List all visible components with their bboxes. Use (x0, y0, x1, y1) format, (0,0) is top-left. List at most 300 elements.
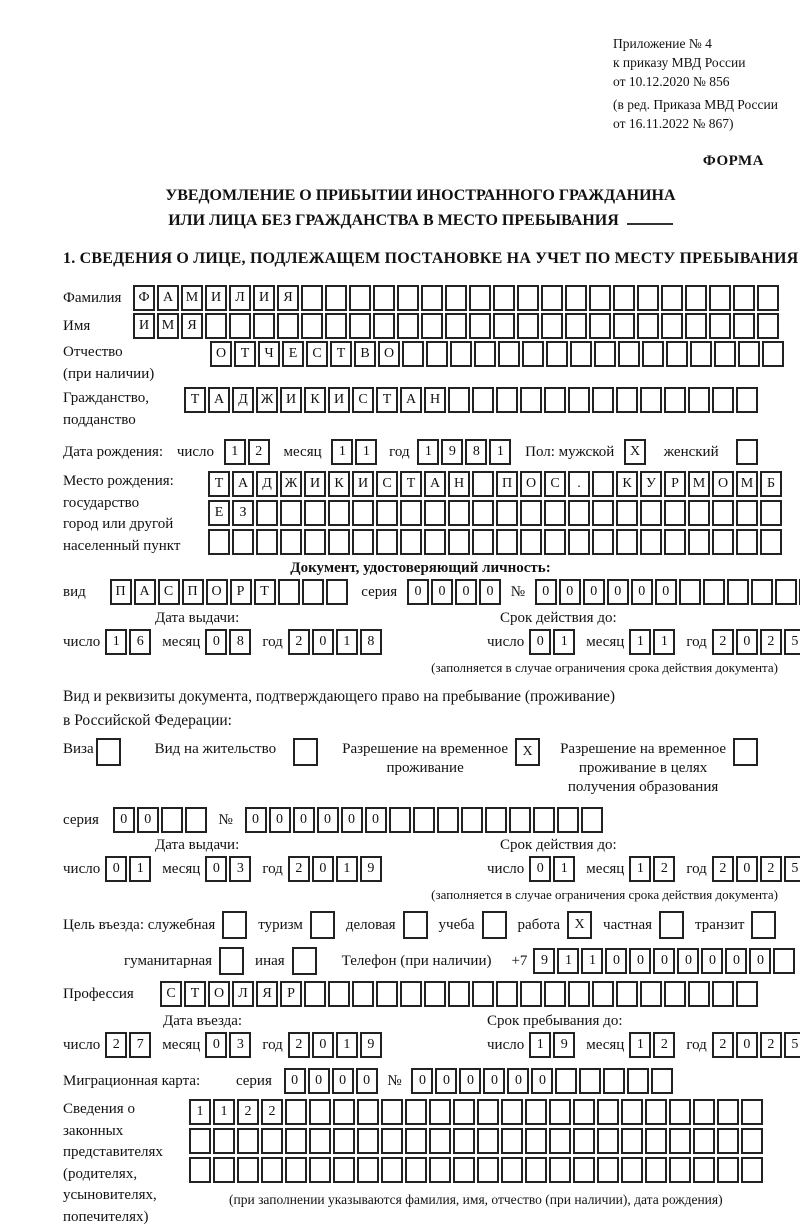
char-cell[interactable] (472, 387, 494, 413)
char-cell[interactable] (549, 1157, 571, 1183)
char-cell[interactable] (405, 1099, 427, 1125)
char-cell[interactable] (277, 313, 299, 339)
char-cell[interactable] (597, 1157, 619, 1183)
char-cell[interactable]: А (232, 471, 254, 497)
char-cell[interactable]: Л (232, 981, 254, 1007)
char-cell[interactable] (426, 341, 448, 367)
char-cell[interactable] (736, 439, 758, 465)
char-cell[interactable] (703, 579, 725, 605)
char-cell[interactable]: П (110, 579, 132, 605)
char-cell[interactable] (736, 529, 758, 555)
char-cell[interactable]: Я (181, 313, 203, 339)
char-cell[interactable] (349, 285, 371, 311)
char-cell[interactable] (712, 529, 734, 555)
char-cell[interactable] (637, 285, 659, 311)
char-cell[interactable] (453, 1099, 475, 1125)
char-cell[interactable] (741, 1099, 763, 1125)
char-cell[interactable]: И (253, 285, 275, 311)
char-cell[interactable] (618, 341, 640, 367)
char-cell[interactable] (493, 313, 515, 339)
char-cell[interactable] (424, 500, 446, 526)
char-cell[interactable] (664, 981, 686, 1007)
char-cell[interactable] (733, 313, 755, 339)
char-cell[interactable] (219, 947, 244, 975)
char-cell[interactable]: 1 (553, 856, 575, 882)
char-cell[interactable]: 1 (557, 948, 579, 974)
char-cell[interactable]: 1 (336, 856, 358, 882)
char-cell[interactable]: 1 (629, 629, 651, 655)
char-cell[interactable] (640, 981, 662, 1007)
char-cell[interactable]: И (352, 471, 374, 497)
char-cell[interactable]: 1 (224, 439, 246, 465)
char-cell[interactable]: 9 (441, 439, 463, 465)
char-cell[interactable]: 0 (137, 807, 159, 833)
char-cell[interactable] (669, 1157, 691, 1183)
char-cell[interactable] (397, 285, 419, 311)
char-cell[interactable] (546, 341, 568, 367)
char-cell[interactable]: 9 (533, 948, 555, 974)
char-cell[interactable]: М (688, 471, 710, 497)
char-cell[interactable] (568, 529, 590, 555)
char-cell[interactable]: Т (184, 387, 206, 413)
char-cell[interactable]: 2 (760, 856, 782, 882)
char-cell[interactable] (301, 313, 323, 339)
char-cell[interactable] (403, 911, 428, 939)
char-cell[interactable] (469, 285, 491, 311)
char-cell[interactable]: А (424, 471, 446, 497)
char-cell[interactable]: Б (760, 471, 782, 497)
char-cell[interactable]: С (352, 387, 374, 413)
char-cell[interactable]: 9 (360, 856, 382, 882)
char-cell[interactable] (736, 387, 758, 413)
char-cell[interactable]: 0 (459, 1068, 481, 1094)
char-cell[interactable]: 1 (629, 856, 651, 882)
char-cell[interactable] (292, 947, 317, 975)
char-cell[interactable] (693, 1099, 715, 1125)
char-cell[interactable]: И (328, 387, 350, 413)
char-cell[interactable] (493, 285, 515, 311)
char-cell[interactable] (357, 1099, 379, 1125)
char-cell[interactable] (96, 738, 121, 766)
char-cell[interactable]: 0 (356, 1068, 378, 1094)
char-cell[interactable] (693, 1128, 715, 1154)
char-cell[interactable] (381, 1157, 403, 1183)
char-cell[interactable] (229, 313, 251, 339)
char-cell[interactable] (664, 529, 686, 555)
char-cell[interactable] (544, 500, 566, 526)
char-cell[interactable] (717, 1157, 739, 1183)
char-cell[interactable] (568, 500, 590, 526)
char-cell[interactable]: 0 (559, 579, 581, 605)
char-cell[interactable] (541, 285, 563, 311)
char-cell[interactable]: 2 (712, 629, 734, 655)
char-cell[interactable] (453, 1157, 475, 1183)
char-cell[interactable] (405, 1128, 427, 1154)
char-cell[interactable]: 2 (105, 1032, 127, 1058)
char-cell[interactable] (603, 1068, 625, 1094)
char-cell[interactable] (333, 1128, 355, 1154)
char-cell[interactable]: 5 (784, 856, 800, 882)
char-cell[interactable] (685, 313, 707, 339)
char-cell[interactable]: 0 (605, 948, 627, 974)
char-cell[interactable]: 2 (760, 629, 782, 655)
char-cell[interactable]: 2 (261, 1099, 283, 1125)
char-cell[interactable] (589, 285, 611, 311)
char-cell[interactable] (645, 1157, 667, 1183)
char-cell[interactable]: 0 (312, 856, 334, 882)
char-cell[interactable]: 1 (336, 629, 358, 655)
char-cell[interactable] (309, 1099, 331, 1125)
char-cell[interactable] (573, 1157, 595, 1183)
char-cell[interactable] (376, 981, 398, 1007)
char-cell[interactable] (621, 1128, 643, 1154)
char-cell[interactable] (472, 471, 494, 497)
char-cell[interactable] (333, 1099, 355, 1125)
char-cell[interactable] (309, 1128, 331, 1154)
char-cell[interactable] (570, 341, 592, 367)
char-cell[interactable] (328, 981, 350, 1007)
char-cell[interactable]: 0 (529, 629, 551, 655)
char-cell[interactable] (688, 981, 710, 1007)
char-cell[interactable] (237, 1128, 259, 1154)
char-cell[interactable]: 1 (629, 1032, 651, 1058)
char-cell[interactable] (621, 1099, 643, 1125)
char-cell[interactable] (189, 1128, 211, 1154)
char-cell[interactable] (717, 1099, 739, 1125)
char-cell[interactable] (373, 285, 395, 311)
char-cell[interactable] (448, 500, 470, 526)
char-cell[interactable]: 0 (431, 579, 453, 605)
char-cell[interactable]: 7 (129, 1032, 151, 1058)
char-cell[interactable] (256, 500, 278, 526)
char-cell[interactable] (477, 1128, 499, 1154)
char-cell[interactable] (424, 981, 446, 1007)
char-cell[interactable]: Д (232, 387, 254, 413)
char-cell[interactable] (517, 285, 539, 311)
char-cell[interactable] (232, 529, 254, 555)
char-cell[interactable]: Т (234, 341, 256, 367)
char-cell[interactable] (520, 981, 542, 1007)
char-cell[interactable] (309, 1157, 331, 1183)
char-cell[interactable] (498, 341, 520, 367)
char-cell[interactable] (237, 1157, 259, 1183)
char-cell[interactable] (549, 1128, 571, 1154)
char-cell[interactable]: 0 (113, 807, 135, 833)
char-cell[interactable]: X (624, 439, 646, 465)
char-cell[interactable] (310, 911, 335, 939)
char-cell[interactable] (762, 341, 784, 367)
char-cell[interactable]: 0 (332, 1068, 354, 1094)
char-cell[interactable] (381, 1099, 403, 1125)
char-cell[interactable]: Я (256, 981, 278, 1007)
char-cell[interactable]: 0 (245, 807, 267, 833)
char-cell[interactable] (757, 313, 779, 339)
char-cell[interactable]: 1 (336, 1032, 358, 1058)
char-cell[interactable] (557, 807, 579, 833)
char-cell[interactable] (429, 1099, 451, 1125)
char-cell[interactable] (592, 500, 614, 526)
char-cell[interactable] (640, 529, 662, 555)
char-cell[interactable] (669, 1128, 691, 1154)
char-cell[interactable] (293, 738, 318, 766)
char-cell[interactable]: 1 (417, 439, 439, 465)
char-cell[interactable]: О (206, 579, 228, 605)
char-cell[interactable] (520, 529, 542, 555)
char-cell[interactable]: X (515, 738, 540, 766)
char-cell[interactable] (688, 387, 710, 413)
char-cell[interactable]: 2 (237, 1099, 259, 1125)
char-cell[interactable] (429, 1157, 451, 1183)
char-cell[interactable] (579, 1068, 601, 1094)
char-cell[interactable] (664, 387, 686, 413)
char-cell[interactable] (376, 500, 398, 526)
char-cell[interactable]: Я (277, 285, 299, 311)
char-cell[interactable] (544, 387, 566, 413)
char-cell[interactable]: О (210, 341, 232, 367)
char-cell[interactable]: П (496, 471, 518, 497)
char-cell[interactable] (736, 981, 758, 1007)
char-cell[interactable] (727, 579, 749, 605)
char-cell[interactable]: 1 (129, 856, 151, 882)
char-cell[interactable]: Д (256, 471, 278, 497)
char-cell[interactable]: 1 (213, 1099, 235, 1125)
char-cell[interactable]: 1 (581, 948, 603, 974)
char-cell[interactable]: 0 (293, 807, 315, 833)
char-cell[interactable] (549, 1099, 571, 1125)
char-cell[interactable]: 0 (736, 1032, 758, 1058)
char-cell[interactable]: 0 (435, 1068, 457, 1094)
char-cell[interactable]: 0 (105, 856, 127, 882)
char-cell[interactable] (589, 313, 611, 339)
char-cell[interactable]: 0 (205, 629, 227, 655)
char-cell[interactable] (349, 313, 371, 339)
char-cell[interactable] (751, 579, 773, 605)
char-cell[interactable]: В (354, 341, 376, 367)
char-cell[interactable] (461, 807, 483, 833)
char-cell[interactable]: 0 (535, 579, 557, 605)
char-cell[interactable] (597, 1099, 619, 1125)
char-cell[interactable]: 0 (507, 1068, 529, 1094)
char-cell[interactable] (760, 529, 782, 555)
char-cell[interactable] (664, 500, 686, 526)
char-cell[interactable] (733, 285, 755, 311)
char-cell[interactable] (688, 500, 710, 526)
char-cell[interactable] (302, 579, 324, 605)
char-cell[interactable]: 0 (341, 807, 363, 833)
char-cell[interactable] (328, 529, 350, 555)
char-cell[interactable] (712, 500, 734, 526)
char-cell[interactable] (352, 500, 374, 526)
char-cell[interactable] (627, 1068, 649, 1094)
char-cell[interactable]: 2 (653, 856, 675, 882)
char-cell[interactable]: О (208, 981, 230, 1007)
char-cell[interactable]: 1 (529, 1032, 551, 1058)
char-cell[interactable] (376, 529, 398, 555)
char-cell[interactable] (472, 981, 494, 1007)
char-cell[interactable]: 0 (317, 807, 339, 833)
char-cell[interactable] (477, 1157, 499, 1183)
char-cell[interactable] (421, 285, 443, 311)
char-cell[interactable] (280, 529, 302, 555)
char-cell[interactable]: 1 (189, 1099, 211, 1125)
char-cell[interactable] (679, 579, 701, 605)
char-cell[interactable] (525, 1128, 547, 1154)
char-cell[interactable]: 2 (760, 1032, 782, 1058)
char-cell[interactable] (496, 529, 518, 555)
char-cell[interactable] (669, 1099, 691, 1125)
char-cell[interactable] (517, 313, 539, 339)
char-cell[interactable] (189, 1157, 211, 1183)
char-cell[interactable]: С (306, 341, 328, 367)
char-cell[interactable]: 2 (288, 629, 310, 655)
char-cell[interactable] (544, 529, 566, 555)
char-cell[interactable]: 1 (553, 629, 575, 655)
char-cell[interactable] (352, 529, 374, 555)
char-cell[interactable]: 0 (312, 1032, 334, 1058)
char-cell[interactable]: О (378, 341, 400, 367)
char-cell[interactable] (594, 341, 616, 367)
char-cell[interactable] (688, 529, 710, 555)
char-cell[interactable] (573, 1099, 595, 1125)
char-cell[interactable]: 0 (205, 1032, 227, 1058)
char-cell[interactable]: 5 (784, 1032, 800, 1058)
char-cell[interactable] (501, 1099, 523, 1125)
char-cell[interactable] (709, 313, 731, 339)
char-cell[interactable]: А (134, 579, 156, 605)
char-cell[interactable]: X (567, 911, 592, 939)
char-cell[interactable]: 0 (529, 856, 551, 882)
char-cell[interactable]: 0 (583, 579, 605, 605)
char-cell[interactable]: И (280, 387, 302, 413)
char-cell[interactable] (525, 1157, 547, 1183)
char-cell[interactable] (736, 500, 758, 526)
char-cell[interactable] (496, 981, 518, 1007)
char-cell[interactable]: Н (448, 471, 470, 497)
char-cell[interactable] (568, 387, 590, 413)
char-cell[interactable]: 2 (712, 1032, 734, 1058)
char-cell[interactable]: 3 (229, 856, 251, 882)
char-cell[interactable] (285, 1157, 307, 1183)
char-cell[interactable] (424, 529, 446, 555)
char-cell[interactable]: 0 (631, 579, 653, 605)
char-cell[interactable] (565, 313, 587, 339)
char-cell[interactable]: Р (664, 471, 686, 497)
char-cell[interactable]: 6 (129, 629, 151, 655)
char-cell[interactable] (472, 500, 494, 526)
char-cell[interactable] (325, 285, 347, 311)
char-cell[interactable] (573, 1128, 595, 1154)
char-cell[interactable] (400, 981, 422, 1007)
char-cell[interactable]: 0 (653, 948, 675, 974)
char-cell[interactable] (448, 529, 470, 555)
char-cell[interactable]: М (157, 313, 179, 339)
char-cell[interactable]: Р (280, 981, 302, 1007)
char-cell[interactable] (213, 1157, 235, 1183)
char-cell[interactable] (592, 981, 614, 1007)
char-cell[interactable] (525, 1099, 547, 1125)
char-cell[interactable] (402, 341, 424, 367)
char-cell[interactable] (325, 313, 347, 339)
char-cell[interactable] (208, 529, 230, 555)
char-cell[interactable] (352, 981, 374, 1007)
char-cell[interactable]: Т (254, 579, 276, 605)
char-cell[interactable] (640, 500, 662, 526)
char-cell[interactable] (616, 529, 638, 555)
char-cell[interactable] (509, 807, 531, 833)
char-cell[interactable] (555, 1068, 577, 1094)
char-cell[interactable]: 0 (725, 948, 747, 974)
char-cell[interactable] (621, 1157, 643, 1183)
char-cell[interactable]: Ж (280, 471, 302, 497)
char-cell[interactable] (733, 738, 758, 766)
char-cell[interactable] (285, 1128, 307, 1154)
char-cell[interactable] (616, 500, 638, 526)
char-cell[interactable] (357, 1157, 379, 1183)
char-cell[interactable] (413, 807, 435, 833)
char-cell[interactable]: К (328, 471, 350, 497)
char-cell[interactable] (693, 1157, 715, 1183)
char-cell[interactable]: Е (208, 500, 230, 526)
char-cell[interactable] (501, 1157, 523, 1183)
char-cell[interactable] (709, 285, 731, 311)
char-cell[interactable]: С (376, 471, 398, 497)
char-cell[interactable] (304, 529, 326, 555)
char-cell[interactable]: К (616, 471, 638, 497)
char-cell[interactable] (597, 1128, 619, 1154)
char-cell[interactable]: Т (376, 387, 398, 413)
char-cell[interactable]: 2 (288, 1032, 310, 1058)
char-cell[interactable]: 2 (712, 856, 734, 882)
char-cell[interactable] (397, 313, 419, 339)
char-cell[interactable] (592, 387, 614, 413)
char-cell[interactable] (645, 1099, 667, 1125)
char-cell[interactable] (222, 911, 247, 939)
char-cell[interactable] (533, 807, 555, 833)
char-cell[interactable] (326, 579, 348, 605)
char-cell[interactable]: Е (282, 341, 304, 367)
char-cell[interactable] (717, 1128, 739, 1154)
char-cell[interactable] (496, 500, 518, 526)
char-cell[interactable] (256, 529, 278, 555)
char-cell[interactable] (445, 285, 467, 311)
char-cell[interactable]: 5 (784, 629, 800, 655)
char-cell[interactable] (751, 911, 776, 939)
char-cell[interactable]: 0 (701, 948, 723, 974)
char-cell[interactable]: Ф (133, 285, 155, 311)
char-cell[interactable]: 0 (629, 948, 651, 974)
char-cell[interactable]: Л (229, 285, 251, 311)
char-cell[interactable] (261, 1128, 283, 1154)
char-cell[interactable]: 1 (105, 629, 127, 655)
char-cell[interactable]: Ж (256, 387, 278, 413)
char-cell[interactable] (712, 981, 734, 1007)
char-cell[interactable]: 0 (677, 948, 699, 974)
char-cell[interactable]: И (304, 471, 326, 497)
char-cell[interactable]: А (157, 285, 179, 311)
char-cell[interactable]: А (208, 387, 230, 413)
char-cell[interactable] (773, 948, 795, 974)
char-cell[interactable] (450, 341, 472, 367)
char-cell[interactable]: Т (208, 471, 230, 497)
char-cell[interactable]: 0 (749, 948, 771, 974)
char-cell[interactable]: 1 (653, 629, 675, 655)
char-cell[interactable] (613, 313, 635, 339)
char-cell[interactable]: М (181, 285, 203, 311)
char-cell[interactable] (685, 285, 707, 311)
char-cell[interactable]: О (712, 471, 734, 497)
char-cell[interactable] (496, 387, 518, 413)
char-cell[interactable] (400, 529, 422, 555)
